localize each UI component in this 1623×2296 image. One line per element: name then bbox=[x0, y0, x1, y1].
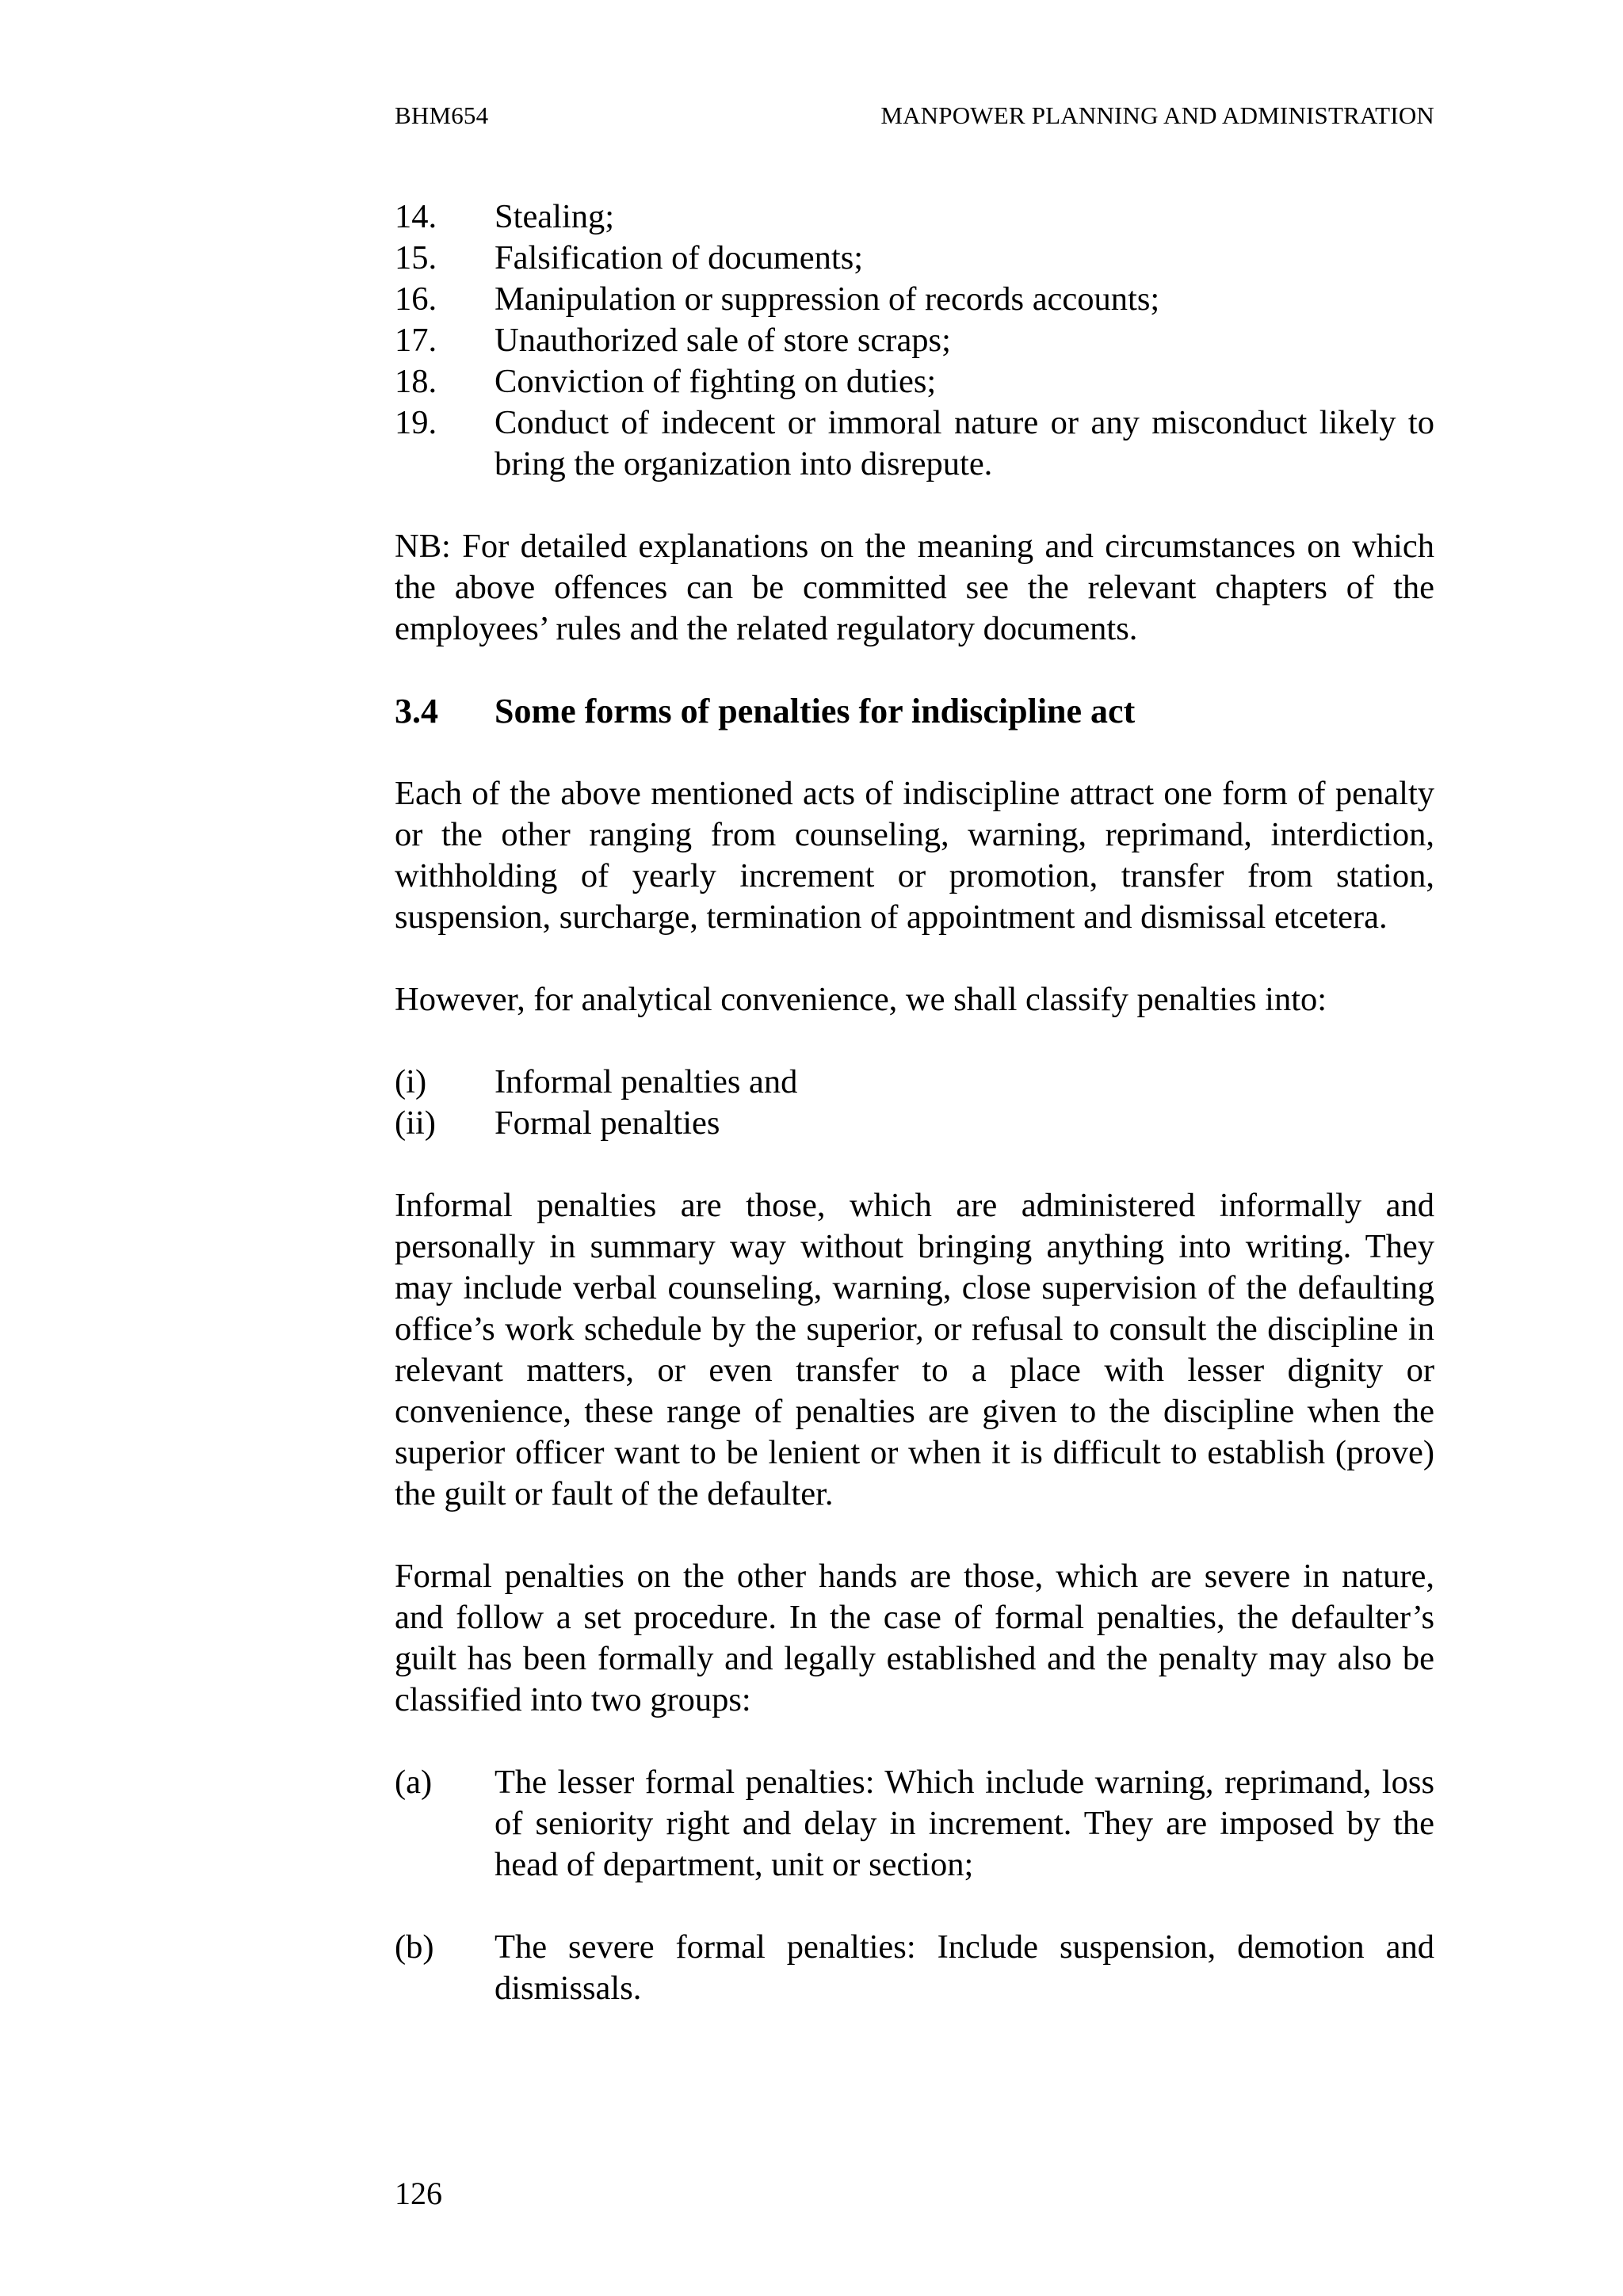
list-item-number: 14. bbox=[395, 198, 437, 235]
list-item-number: 15. bbox=[395, 239, 437, 277]
list-item-number: (a) bbox=[395, 1764, 433, 1801]
list-item-text: Stealing; bbox=[495, 198, 615, 235]
spacer bbox=[395, 1515, 1434, 1556]
list-item bbox=[395, 361, 1434, 402]
classification-list bbox=[395, 1062, 1434, 1144]
formal-groups-list bbox=[395, 1762, 1434, 2009]
list-item-number: 16. bbox=[395, 280, 437, 318]
offences-list bbox=[395, 196, 1434, 485]
spacer bbox=[395, 1020, 1434, 1062]
informal-paragraph: Informal penalties are those, which are administered informally and personally in summary way without bringing anything into writing. They may include verbal counseling, warning, close supervision of the defaulting office’s work schedule by the superior, or refusal to consult the discipline in relevant matters, or even transfer to a place with lesser dignity or convenience, these range of penalties are given to the discipline when the superior officer want to be lenient or when it is difficult to establish (prove) the guilt or fault of the defaulter. bbox=[395, 1187, 1434, 1512]
list-item-text: Falsification of documents; bbox=[495, 239, 864, 277]
spacer bbox=[395, 1886, 1434, 1927]
course-title: MANPOWER PLANNING AND ADMINISTRATION bbox=[880, 101, 1434, 129]
page-number: 126 bbox=[395, 2176, 442, 2211]
intro-paragraph: Each of the above mentioned acts of indiscipline attract one form of penalty or the other ranging from counseling, warning, reprimand, interdiction, withholding of yearly increment or promotion, transfer from station, suspension, surcharge, termination of appointment and dismissal etcetera. bbox=[395, 775, 1434, 936]
list-item-number: 18. bbox=[395, 363, 437, 400]
running-header bbox=[395, 101, 1434, 130]
list-item bbox=[395, 1103, 1434, 1144]
list-item bbox=[395, 238, 1434, 279]
list-item-number: (b) bbox=[395, 1928, 434, 1966]
list-item-text: The severe formal penalties: Include suspension, demotion and dismissals. bbox=[495, 1928, 1434, 2007]
list-item bbox=[395, 1762, 1434, 1886]
section-number: 3.4 bbox=[395, 692, 438, 730]
list-item-number: 19. bbox=[395, 404, 437, 441]
list-item-number: (ii) bbox=[395, 1104, 436, 1142]
list-item-text: Unauthorized sale of store scraps; bbox=[495, 322, 951, 359]
spacer bbox=[395, 1721, 1434, 1762]
list-item-text: Informal penalties and bbox=[495, 1063, 798, 1100]
spacer bbox=[395, 650, 1434, 691]
list-item bbox=[395, 1062, 1434, 1103]
spacer bbox=[395, 732, 1434, 773]
page-content bbox=[395, 196, 1434, 2009]
classify-paragraph: However, for analytical convenience, we shall classify penalties into: bbox=[395, 981, 1327, 1018]
formal-paragraph: Formal penalties on the other hands are those, which are severe in nature, and follow a set procedure. In the case of formal penalties, the defaulter’s guilt has been formally and legally established and the penalty may also be classified into two groups: bbox=[395, 1558, 1434, 1718]
list-item-text: Manipulation or suppression of records accounts; bbox=[495, 280, 1160, 318]
list-item-text: Conviction of fighting on duties; bbox=[495, 363, 937, 400]
section-heading bbox=[395, 691, 1434, 732]
note-paragraph: NB: For detailed explanations on the meaning and circumstances on which the above offences can be committed see the relevant chapters of the employees’ rules and the related regulatory documents. bbox=[395, 528, 1434, 647]
list-item bbox=[395, 320, 1434, 361]
list-item-text: Formal penalties bbox=[495, 1104, 720, 1142]
list-item-text: Conduct of indecent or immoral nature or any misconduct likely to bring the organization into disrepute. bbox=[495, 404, 1434, 482]
spacer bbox=[395, 485, 1434, 526]
list-item bbox=[395, 196, 1434, 238]
course-code: BHM654 bbox=[395, 101, 489, 129]
list-item bbox=[395, 1927, 1434, 2009]
spacer bbox=[395, 938, 1434, 979]
list-item bbox=[395, 279, 1434, 320]
list-item-number: (i) bbox=[395, 1063, 427, 1100]
spacer bbox=[395, 1144, 1434, 1185]
list-item-text: The lesser formal penalties: Which include warning, reprimand, loss of seniority right and delay in increment. They are imposed by the head of department, unit or section; bbox=[495, 1764, 1434, 1883]
section-title: Some forms of penalties for indiscipline act bbox=[495, 692, 1136, 730]
list-item bbox=[395, 402, 1434, 485]
list-item-number: 17. bbox=[395, 322, 437, 359]
